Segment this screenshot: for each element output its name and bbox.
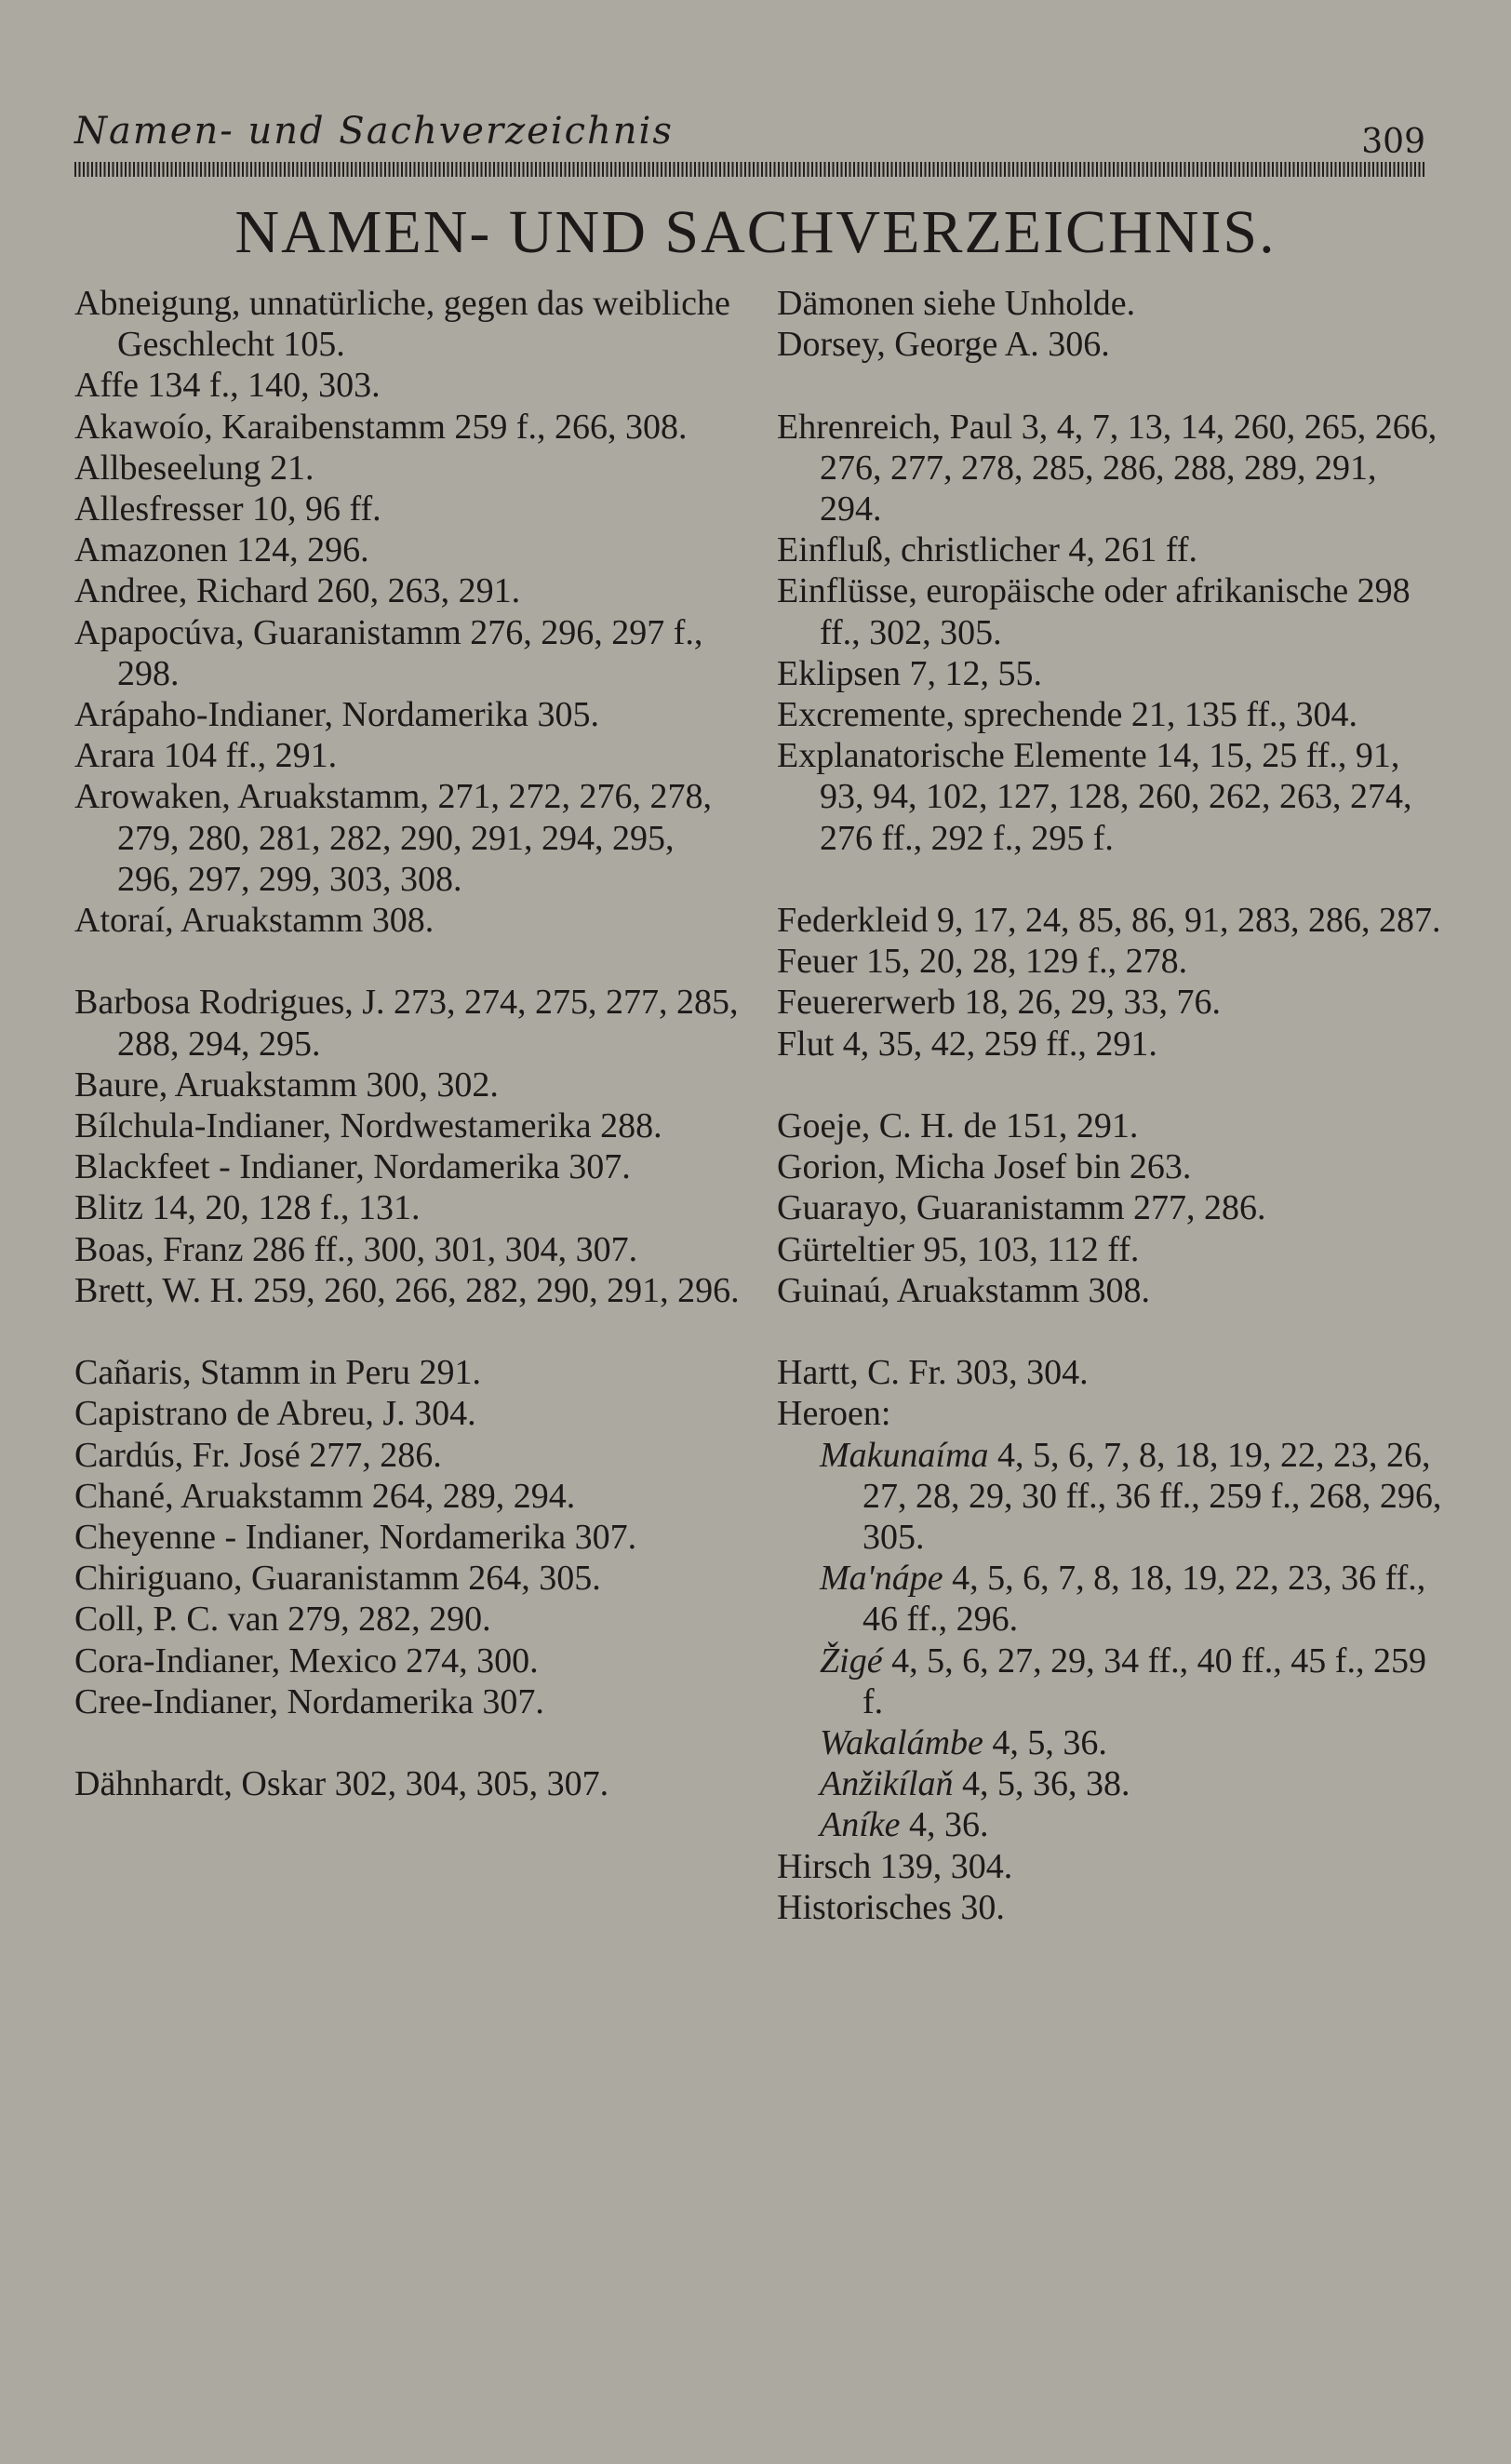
index-entry-text: Cañaris, Stamm in Peru 291. xyxy=(74,1353,481,1393)
index-entry xyxy=(74,776,744,900)
index-entry-text: Hartt, C. Fr. 303, 304. xyxy=(777,1353,1089,1393)
index-entry xyxy=(777,1146,1447,1187)
index-entry-text: 4, 5, 6, 7, 8, 18, 19, 22, 23, 36 ff., 46 ff., 296. xyxy=(862,1559,1426,1640)
index-entry xyxy=(74,1599,744,1640)
index-entry xyxy=(777,1270,1447,1311)
index-entry-text: Arara 104 ff., 291. xyxy=(74,736,338,776)
running-title: Namen- und Sachverzeichnis xyxy=(74,110,674,153)
index-subentry xyxy=(777,1640,1447,1722)
index-entry-text: 4, 5, 36, 38. xyxy=(962,1764,1130,1804)
index-entry-text: Andree, Richard 260, 263, 291. xyxy=(74,571,521,611)
index-entry-text: Abneigung, unnatürliche, gegen das weibliche Geschlecht 105. xyxy=(74,284,730,365)
index-entry-text: Ehrenreich, Paul 3, 4, 7, 13, 14, 260, 265, 266, 276, 277, 278, 285, 286, 288, 289, 291, 294. xyxy=(777,407,1437,529)
index-subentry xyxy=(777,1722,1447,1763)
index-entry-text: Federkleid 9, 17, 24, 85, 86, 91, 283, 286, 287. xyxy=(777,901,1441,941)
index-entry-text: Affe 134 f., 140, 303. xyxy=(74,366,381,406)
index-entry-text: 4, 5, 36. xyxy=(992,1723,1107,1763)
index-entry-text: Feuer 15, 20, 28, 129 f., 278. xyxy=(777,942,1188,982)
index-entry xyxy=(74,1517,744,1558)
running-head xyxy=(74,110,1425,162)
index-column-right xyxy=(777,283,1447,1928)
index-entry xyxy=(74,489,744,529)
index-entry xyxy=(74,283,744,365)
index-entry xyxy=(74,448,744,489)
index-entry xyxy=(777,941,1447,982)
index-entry-text: Excremente, sprechende 21, 135 ff., 304. xyxy=(777,695,1357,735)
index-entry xyxy=(74,900,744,941)
index-entry xyxy=(777,324,1447,365)
index-entry-text: Cheyenne - Indianer, Nordamerika 307. xyxy=(74,1518,637,1558)
index-entry xyxy=(74,1476,744,1517)
index-subentry-term: Ma'nápe xyxy=(820,1559,943,1599)
index-section-gap xyxy=(777,365,1447,406)
index-entry xyxy=(777,1393,1447,1434)
index-entry xyxy=(74,694,744,735)
index-entry-text: Hirsch 139, 304. xyxy=(777,1846,1013,1886)
index-entry xyxy=(74,1105,744,1146)
index-entry-text: Arowaken, Aruakstamm, 271, 272, 276, 278, 279, 280, 281, 282, 290, 291, 294, 295, 296, 297, 299, 303, 308. xyxy=(74,777,712,899)
index-entry xyxy=(74,1352,744,1393)
index-subentry-term: Aníke xyxy=(820,1805,901,1845)
ornamental-rule xyxy=(74,162,1425,177)
page-number: 309 xyxy=(1361,123,1425,161)
index-entry-text: Chiriguano, Guaranistamm 264, 305. xyxy=(74,1559,601,1599)
page-title: NAMEN- UND SACHVERZEICHNIS. xyxy=(234,198,1277,266)
index-section-gap xyxy=(74,941,744,982)
index-entry xyxy=(777,570,1447,652)
index-entry xyxy=(74,407,744,448)
index-entry xyxy=(777,694,1447,735)
index-entry-text: Apapocúva, Guaranistamm 276, 296, 297 f., 298. xyxy=(74,612,703,693)
index-entry-text: Dorsey, George A. 306. xyxy=(777,325,1110,365)
index-entry-text: Einfluß, christlicher 4, 261 ff. xyxy=(777,530,1198,570)
index-entry xyxy=(74,1229,744,1270)
index-entry xyxy=(74,1558,744,1599)
index-entry-text: Dähnhardt, Oskar 302, 304, 305, 307. xyxy=(74,1764,609,1804)
index-entry-text: Gürteltier 95, 103, 112 ff. xyxy=(777,1229,1140,1269)
index-entry-text: Capistrano de Abreu, J. 304. xyxy=(74,1394,476,1434)
index-entry xyxy=(777,529,1447,570)
index-subentry xyxy=(777,1435,1447,1559)
index-entry-text: Guarayo, Guaranistamm 277, 286. xyxy=(777,1188,1266,1228)
index-section-gap xyxy=(777,859,1447,900)
index-entry-text: Brett, W. H. 259, 260, 266, 282, 290, 291, 296. xyxy=(74,1270,740,1310)
index-subentry-term: Žigé xyxy=(820,1640,883,1681)
index-entry xyxy=(74,1393,744,1434)
index-entry-text: Amazonen 124, 296. xyxy=(74,530,369,570)
index-subentry-term: Anžikílaň xyxy=(820,1764,954,1804)
index-entry-text: Atoraí, Aruakstamm 308. xyxy=(74,901,435,941)
index-entry xyxy=(74,1146,744,1187)
index-entry-text: Baure, Aruakstamm 300, 302. xyxy=(74,1065,499,1105)
index-entry xyxy=(74,1065,744,1105)
index-entry-text: Allbeseelung 21. xyxy=(74,448,314,488)
index-subentry-term: Makunaíma xyxy=(820,1435,989,1475)
index-section-gap xyxy=(777,1065,1447,1105)
index-section-gap xyxy=(74,1722,744,1763)
index-entry-text: Eklipsen 7, 12, 55. xyxy=(777,653,1042,693)
index-entry-text: Cardús, Fr. José 277, 286. xyxy=(74,1435,442,1475)
index-subentry xyxy=(777,1804,1447,1845)
index-entry-text: Feuererwerb 18, 26, 29, 33, 76. xyxy=(777,983,1222,1023)
index-entry xyxy=(74,1763,744,1804)
index-entry-text: Bílchula-Indianer, Nordwestamerika 288. xyxy=(74,1106,662,1146)
index-entry-text: Explanatorische Elemente 14, 15, 25 ff., 91, 93, 94, 102, 127, 128, 260, 262, 263, 274, 276 ff., 292 f., 295 f. xyxy=(777,736,1412,858)
index-subentry-term: Wakalámbe xyxy=(820,1723,983,1763)
index-entry xyxy=(74,1681,744,1722)
index-section-gap xyxy=(74,1311,744,1352)
index-entry xyxy=(74,365,744,406)
index-entry xyxy=(777,653,1447,694)
index-section-gap xyxy=(777,1311,1447,1352)
index-entry xyxy=(74,1435,744,1476)
index-entry-text: Barbosa Rodrigues, J. 273, 274, 275, 277, 285, 288, 294, 295. xyxy=(74,983,739,1064)
index-entry xyxy=(777,407,1447,530)
index-entry xyxy=(74,982,744,1064)
index-entry xyxy=(777,1229,1447,1270)
index-entry xyxy=(74,570,744,611)
index-entry xyxy=(74,1187,744,1228)
index-entry-text: Allesfresser 10, 96 ff. xyxy=(74,489,381,529)
index-entry-text: 4, 5, 6, 27, 29, 34 ff., 40 ff., 45 f., 259 f. xyxy=(862,1640,1426,1721)
index-entry-text: Coll, P. C. van 279, 282, 290. xyxy=(74,1600,491,1640)
index-entry-text: Goeje, C. H. de 151, 291. xyxy=(777,1106,1139,1146)
index-entry xyxy=(777,1187,1447,1228)
index-entry xyxy=(74,735,744,776)
index-entry-text: Historisches 30. xyxy=(777,1887,1005,1927)
index-entry-text: Flut 4, 35, 42, 259 ff., 291. xyxy=(777,1024,1157,1064)
index-column-left xyxy=(74,283,744,1804)
index-entry xyxy=(74,1270,744,1311)
index-entry-text: Akawoío, Karaibenstamm 259 f., 266, 308. xyxy=(74,407,688,447)
index-entry xyxy=(74,612,744,694)
index-entry-text: Blitz 14, 20, 128 f., 131. xyxy=(74,1188,421,1228)
index-entry xyxy=(777,735,1447,859)
index-entry xyxy=(74,1640,744,1681)
index-entry-text: Boas, Franz 286 ff., 300, 301, 304, 307. xyxy=(74,1229,638,1269)
index-entry-text: Dämonen siehe Unholde. xyxy=(777,284,1136,323)
index-entry-text: Arápaho-Indianer, Nordamerika 305. xyxy=(74,695,600,735)
index-entry-text: Cora-Indianer, Mexico 274, 300. xyxy=(74,1640,539,1681)
index-entry xyxy=(777,1887,1447,1928)
index-entry xyxy=(777,982,1447,1023)
index-entry xyxy=(777,1352,1447,1393)
index-entry-text: Chané, Aruakstamm 264, 289, 294. xyxy=(74,1476,576,1516)
index-entry-text: Heroen: xyxy=(777,1394,891,1434)
index-entry-text: Blackfeet - Indianer, Nordamerika 307. xyxy=(74,1147,631,1187)
index-entry-text: Guinaú, Aruakstamm 308. xyxy=(777,1270,1151,1310)
index-subentry xyxy=(777,1763,1447,1804)
index-entry-text: 4, 36. xyxy=(909,1805,989,1845)
index-entry-text: Cree-Indianer, Nordamerika 307. xyxy=(74,1681,544,1721)
index-entry xyxy=(777,900,1447,941)
index-entry xyxy=(777,1024,1447,1065)
index-entry xyxy=(74,529,744,570)
index-entry-text: 4, 5, 6, 7, 8, 18, 19, 22, 23, 26, 27, 28, 29, 30 ff., 36 ff., 259 f., 268, 296, 305. xyxy=(862,1435,1442,1558)
index-entry-text: Einflüsse, europäische oder afrikanische 298 ff., 302, 305. xyxy=(777,571,1411,652)
index-subentry xyxy=(777,1558,1447,1640)
index-entry xyxy=(777,1105,1447,1146)
index-entry xyxy=(777,1846,1447,1887)
index-entry-text: Gorion, Micha Josef bin 263. xyxy=(777,1147,1192,1187)
index-entry xyxy=(777,283,1447,324)
